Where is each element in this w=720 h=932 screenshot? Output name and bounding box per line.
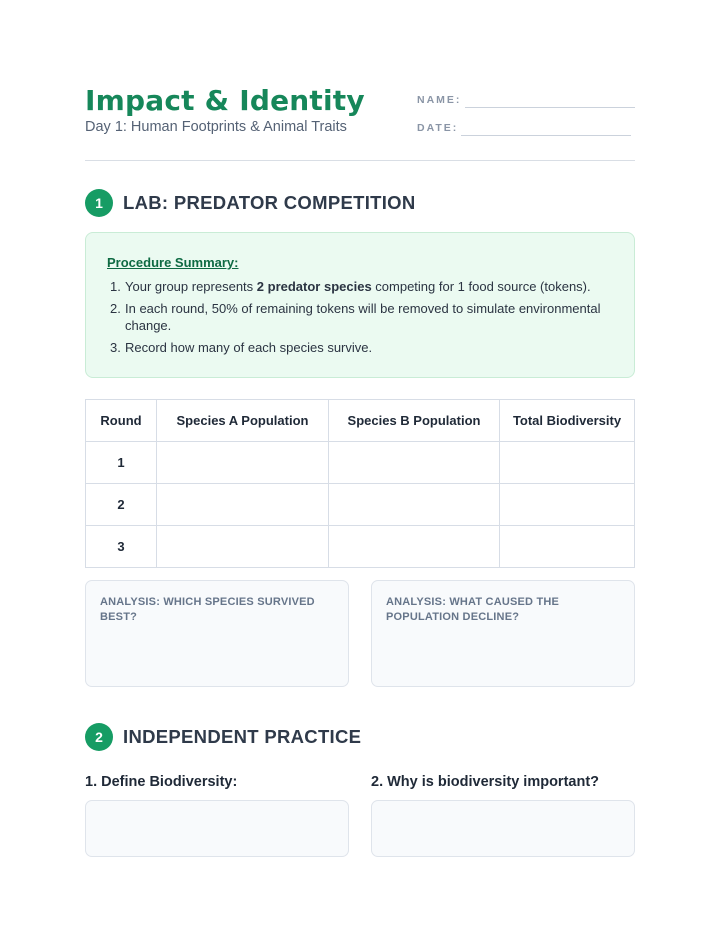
table-row xyxy=(86,526,635,568)
question-define-biodiversity: 1. Define Biodiversity: xyxy=(85,774,238,790)
analysis-decline-box[interactable] xyxy=(371,580,635,687)
analysis-survival-box[interactable] xyxy=(85,580,349,687)
population-data-table xyxy=(85,399,635,568)
section-number-badge: 1 xyxy=(85,189,113,217)
table-row xyxy=(86,442,635,484)
species-a-cell[interactable] xyxy=(157,484,329,526)
date-line[interactable] xyxy=(461,135,631,136)
name-field xyxy=(417,88,637,108)
procedure-steps xyxy=(107,278,622,360)
date-field xyxy=(417,116,637,136)
round-cell: 3 xyxy=(86,526,157,568)
procedure-step: 1. Your group represents 2 predator species competing for 1 food source (tokens). xyxy=(110,279,591,294)
table-row xyxy=(86,484,635,526)
page-subtitle: Day 1: Human Footprints & Animal Traits xyxy=(85,119,347,135)
procedure-step: 3. Record how many of each species survive. xyxy=(110,339,373,355)
column-header: Species B Population xyxy=(329,400,500,442)
total-biodiversity-cell[interactable] xyxy=(500,442,635,484)
species-b-cell[interactable] xyxy=(329,484,500,526)
round-cell: 1 xyxy=(86,442,157,484)
total-biodiversity-cell[interactable] xyxy=(500,526,635,568)
species-a-cell[interactable] xyxy=(157,526,329,568)
section-practice-heading xyxy=(85,723,635,753)
answer-define-box[interactable] xyxy=(85,800,349,857)
worksheet-header xyxy=(85,84,635,161)
section-lab-heading xyxy=(85,189,635,219)
date-label: DATE: xyxy=(417,122,459,134)
total-biodiversity-cell[interactable] xyxy=(500,484,635,526)
section-title: INDEPENDENT PRACTICE xyxy=(123,726,362,747)
page-title: Impact & Identity xyxy=(85,84,365,117)
name-line[interactable] xyxy=(465,107,635,108)
analysis-decline-label: ANALYSIS: WHAT CAUSED THE POPULATION DECLINE? xyxy=(386,596,560,623)
procedure-title: Procedure Summary: xyxy=(107,255,239,270)
species-b-cell[interactable] xyxy=(329,526,500,568)
column-header: Round xyxy=(86,400,157,442)
table-header-row xyxy=(86,400,635,442)
column-header: Total Biodiversity xyxy=(500,400,635,442)
species-a-cell[interactable] xyxy=(157,442,329,484)
answer-importance-box[interactable] xyxy=(371,800,635,857)
column-header: Species A Population xyxy=(157,400,329,442)
round-cell: 2 xyxy=(86,484,157,526)
analysis-survival-label: ANALYSIS: WHICH SPECIES SURVIVED BEST? xyxy=(100,596,315,623)
section-number-badge: 2 xyxy=(85,723,113,751)
procedure-step: 2. In each round, 50% of remaining tokens will be removed to simulate environmental change. xyxy=(110,300,601,333)
section-title: LAB: PREDATOR COMPETITION xyxy=(123,192,416,213)
name-label: NAME: xyxy=(417,94,462,106)
species-b-cell[interactable] xyxy=(329,442,500,484)
question-why-important: 2. Why is biodiversity important? xyxy=(371,774,600,790)
procedure-summary-box xyxy=(85,232,635,378)
